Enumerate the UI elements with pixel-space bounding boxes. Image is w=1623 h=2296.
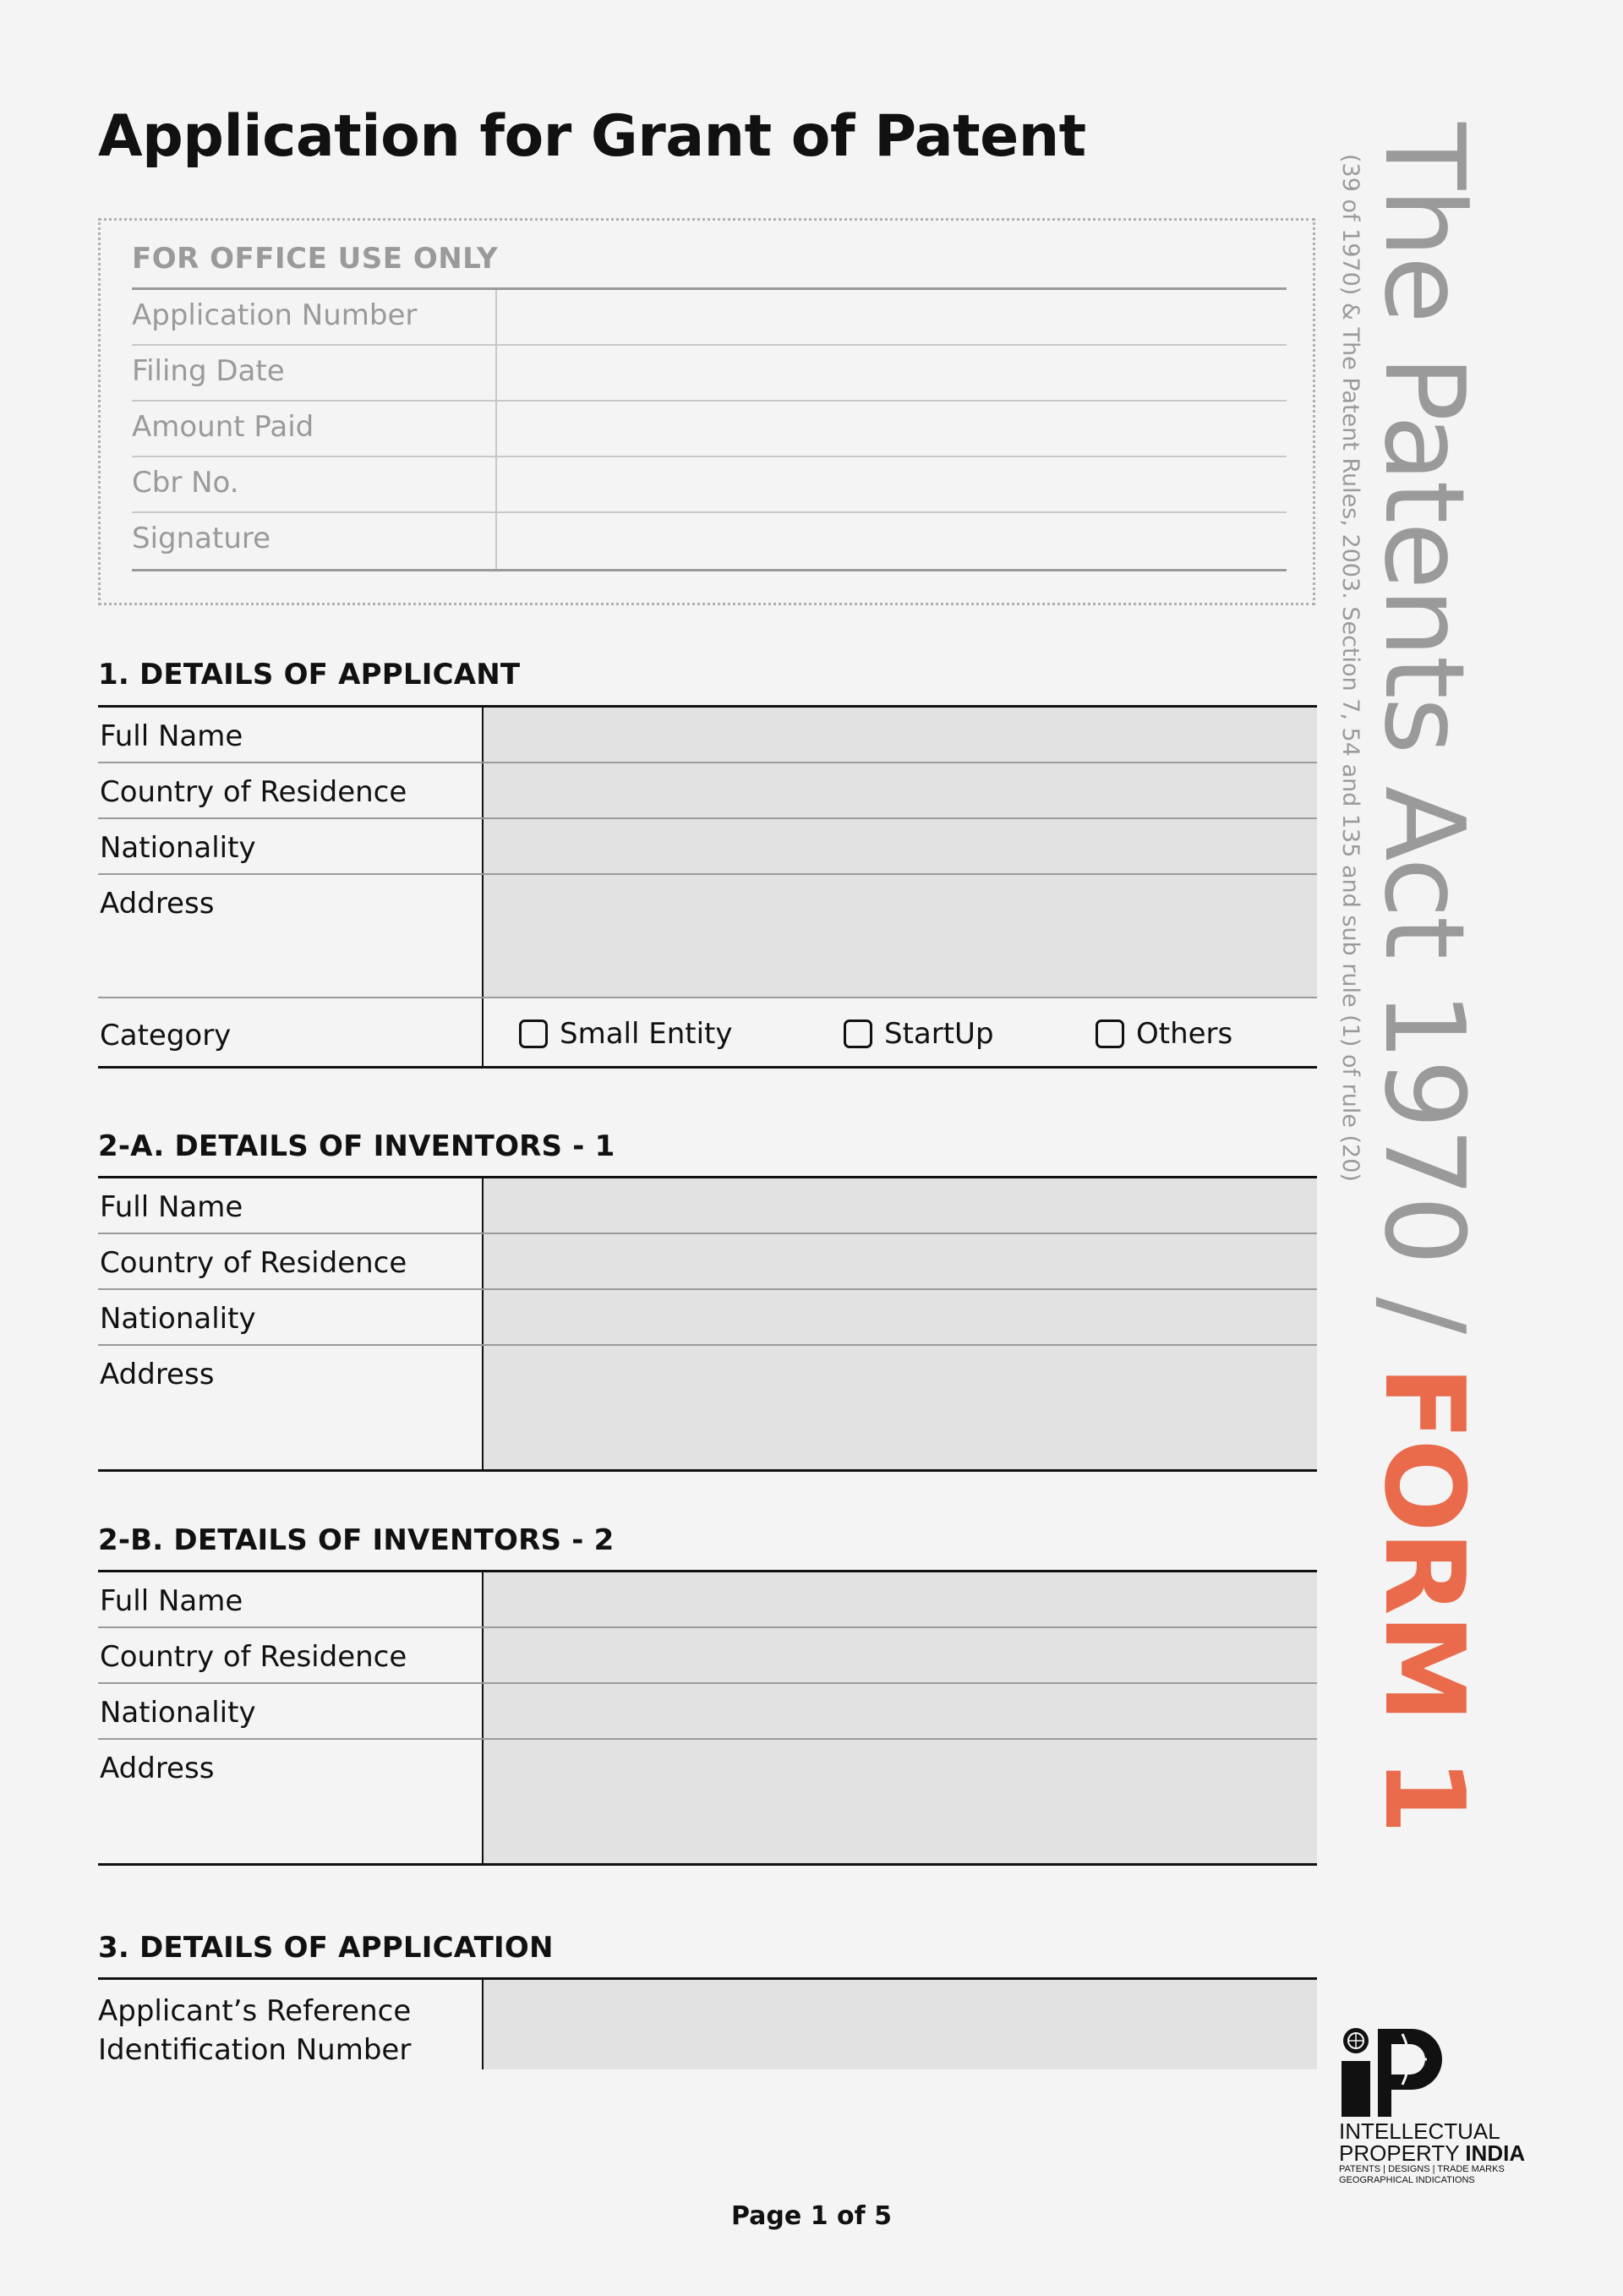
field-label: Country of Residence bbox=[100, 775, 407, 809]
divider bbox=[482, 1628, 484, 1682]
divider bbox=[495, 346, 497, 400]
section-3-heading: 3. DETAILS OF APPLICATION bbox=[98, 1931, 554, 1965]
office-row-filing-date bbox=[132, 346, 1287, 402]
divider bbox=[495, 457, 497, 511]
divider bbox=[482, 1740, 484, 1863]
others-checkbox[interactable] bbox=[1096, 1020, 1124, 1048]
category-startup[interactable] bbox=[844, 1017, 994, 1051]
applicant-full-name-field[interactable] bbox=[482, 708, 1317, 762]
divider bbox=[482, 1980, 484, 2069]
page-title: Application for Grant of Patent bbox=[98, 103, 1086, 170]
application-table bbox=[98, 1977, 1317, 2069]
inventor-1-country-field[interactable] bbox=[482, 1234, 1317, 1288]
inventor-2-country-field[interactable] bbox=[482, 1628, 1317, 1682]
inventor-2-nationality-field[interactable] bbox=[482, 1684, 1317, 1738]
field-label: Country of Residence bbox=[100, 1640, 407, 1674]
office-label: Amount Paid bbox=[132, 410, 314, 444]
side-title bbox=[1360, 123, 1489, 1833]
applicant-nationality-row bbox=[98, 819, 1317, 875]
divider bbox=[482, 875, 484, 997]
field-label: Nationality bbox=[100, 831, 256, 865]
office-use-heading: FOR OFFICE USE ONLY bbox=[132, 242, 499, 276]
inventor-1-full-name-row bbox=[98, 1178, 1317, 1234]
divider bbox=[495, 402, 497, 456]
inventor-1-address-row bbox=[98, 1346, 1317, 1469]
divider bbox=[495, 290, 497, 344]
option-label: Others bbox=[1136, 1017, 1233, 1051]
field-label: Nationality bbox=[100, 1302, 256, 1336]
field-label: Country of Residence bbox=[100, 1246, 407, 1280]
divider bbox=[482, 1178, 484, 1233]
office-label: Application Number bbox=[132, 298, 418, 332]
inventor-1-full-name-field[interactable] bbox=[482, 1178, 1317, 1233]
applicant-category-row bbox=[98, 998, 1317, 1066]
inventor-2-nationality-row bbox=[98, 1684, 1317, 1740]
logo-text-property: PROPERTY bbox=[1339, 2140, 1466, 2166]
office-row-application-number bbox=[132, 290, 1287, 346]
inventor-2-full-name-row bbox=[98, 1572, 1317, 1628]
field-label: Nationality bbox=[100, 1696, 256, 1730]
field-label: Address bbox=[100, 1358, 215, 1391]
divider bbox=[482, 1572, 484, 1626]
applicant-table bbox=[98, 705, 1317, 1069]
applicant-country-row bbox=[98, 763, 1317, 819]
logo-line-4: GEOGRAPHICAL INDICATIONS bbox=[1339, 2175, 1475, 2185]
office-row-signature bbox=[132, 513, 1287, 569]
office-label: Signature bbox=[132, 522, 271, 555]
section-2a-heading: 2-A. DETAILS OF INVENTORS - 1 bbox=[98, 1129, 615, 1163]
inventor-1-table bbox=[98, 1176, 1317, 1472]
inventor-1-country-row bbox=[98, 1234, 1317, 1290]
side-subtitle: (39 of 1970) & The Patent Rules, 2003. Section 7, 54 and 135 and sub rule (1) of rule (20) bbox=[1337, 154, 1363, 1182]
applicant-nationality-field[interactable] bbox=[482, 819, 1317, 873]
reference-label-line-1: Applicant’s Reference bbox=[98, 1994, 412, 2028]
inventor-2-country-row bbox=[98, 1628, 1317, 1684]
field-label: Address bbox=[100, 1752, 215, 1785]
inventor-1-address-field[interactable] bbox=[482, 1346, 1317, 1469]
category-small-entity[interactable] bbox=[519, 1017, 733, 1051]
applicant-address-field[interactable] bbox=[482, 875, 1317, 997]
field-label: Full Name bbox=[100, 1190, 243, 1224]
section-2b-heading: 2-B. DETAILS OF INVENTORS - 2 bbox=[98, 1523, 615, 1557]
ip-india-logo bbox=[1339, 2027, 1533, 2186]
page-number: Page 1 of 5 bbox=[731, 2201, 892, 2231]
divider bbox=[482, 763, 484, 817]
divider bbox=[495, 513, 497, 569]
logo-line-3: PATENTS | DESIGNS | TRADE MARKS bbox=[1339, 2164, 1505, 2174]
divider bbox=[482, 1234, 484, 1288]
reference-id-label bbox=[98, 1992, 411, 2069]
field-label: Full Name bbox=[100, 1584, 243, 1618]
logo-line-1: INTELLECTUAL bbox=[1339, 2118, 1500, 2144]
category-others[interactable] bbox=[1096, 1017, 1232, 1051]
divider bbox=[482, 1684, 484, 1738]
applicant-address-row bbox=[98, 875, 1317, 998]
option-label: StartUp bbox=[884, 1017, 994, 1051]
section-1-heading: 1. DETAILS OF APPLICANT bbox=[98, 658, 521, 692]
startup-checkbox[interactable] bbox=[844, 1020, 872, 1048]
office-row-amount-paid bbox=[132, 402, 1287, 457]
inventor-2-address-row bbox=[98, 1740, 1317, 1863]
inventor-1-nationality-row bbox=[98, 1290, 1317, 1346]
field-label: Full Name bbox=[100, 719, 243, 753]
applicant-full-name-row bbox=[98, 708, 1317, 763]
divider bbox=[482, 1290, 484, 1344]
inventor-1-nationality-field[interactable] bbox=[482, 1290, 1317, 1344]
field-label: Category bbox=[100, 1019, 232, 1052]
office-use-table bbox=[132, 287, 1287, 571]
divider bbox=[482, 998, 484, 1066]
ip-logo-mark-icon bbox=[1339, 2027, 1454, 2120]
option-label: Small Entity bbox=[560, 1017, 733, 1051]
form-number: FORM 1 bbox=[1360, 1365, 1489, 1833]
office-label: Cbr No. bbox=[132, 466, 239, 500]
reference-id-field[interactable] bbox=[482, 1980, 1317, 2069]
act-name: The Patents Act 1970 / bbox=[1360, 123, 1489, 1366]
applicant-country-field[interactable] bbox=[482, 763, 1317, 817]
small-entity-checkbox[interactable] bbox=[519, 1020, 548, 1048]
inventor-2-full-name-field[interactable] bbox=[482, 1572, 1317, 1626]
office-row-cbr-no bbox=[132, 457, 1287, 513]
field-label: Address bbox=[100, 887, 215, 921]
divider bbox=[482, 819, 484, 873]
divider bbox=[482, 708, 484, 762]
reference-label-line-2: Identification Number bbox=[98, 2033, 412, 2067]
logo-text-india: INDIA bbox=[1465, 2140, 1526, 2166]
inventor-2-table bbox=[98, 1570, 1317, 1866]
office-label: Filing Date bbox=[132, 354, 285, 388]
inventor-2-address-field[interactable] bbox=[482, 1740, 1317, 1863]
divider bbox=[482, 1346, 484, 1469]
logo-line-2 bbox=[1339, 2142, 1533, 2164]
